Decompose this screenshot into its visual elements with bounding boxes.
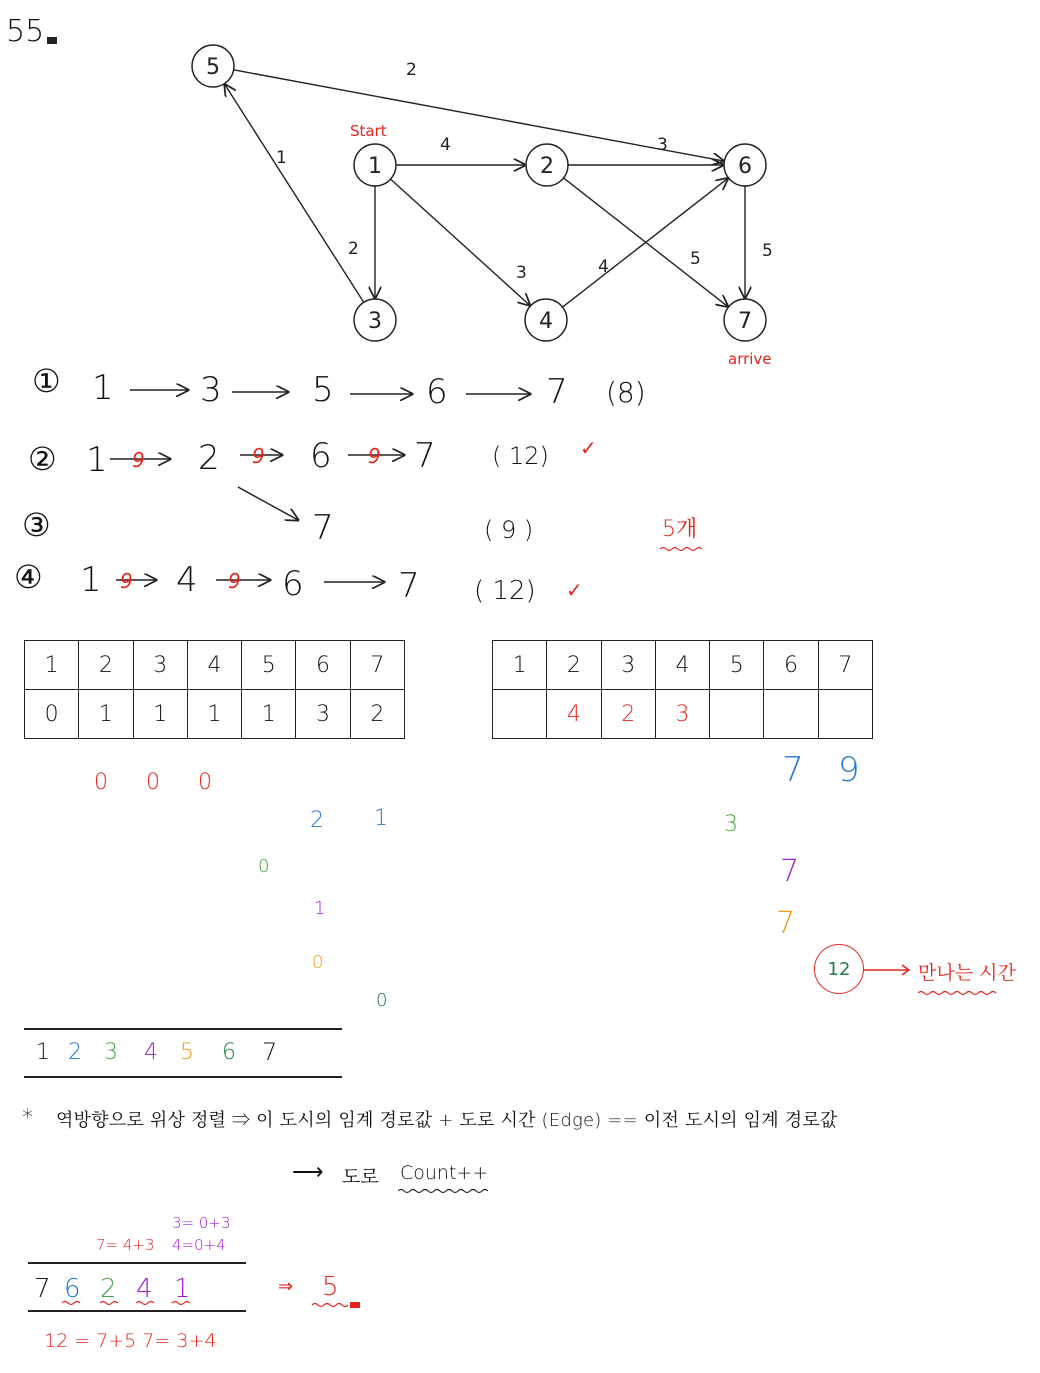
table-cell: 1 <box>187 690 241 739</box>
path3-node-1: 7 <box>312 508 334 548</box>
reverse-above-2b: 4=0+4 <box>172 1236 226 1254</box>
topo-item: 1 <box>36 1040 50 1065</box>
graph-node-label: 7 <box>738 309 752 334</box>
topo-item: 3 <box>104 1040 118 1065</box>
edge-weight-3-5: 1 <box>276 148 287 168</box>
table-cell: 1 <box>79 690 133 739</box>
strike-9-c: 9 <box>368 444 381 468</box>
graph-node-3 <box>354 299 396 341</box>
result-underline <box>312 1302 348 1308</box>
graph-node-label: 3 <box>368 309 382 334</box>
table-cell: 4 <box>547 690 601 739</box>
scratch-orange-num: 0 <box>312 952 324 973</box>
reverse-line-top <box>28 1262 246 1264</box>
explanation-line1: 역방향으로 위상 정렬 ⇒ 이 도시의 임계 경로값 + 도로 시간 (Edge) == 이전 도시의 임계 경로값 <box>56 1110 838 1131</box>
path3-note: 5개 <box>662 517 698 542</box>
topo-item: 2 <box>68 1040 82 1065</box>
path1-node-2: 3 <box>200 370 222 410</box>
note-underline <box>660 546 704 552</box>
path2-node-1: 1 <box>86 440 108 480</box>
edge-weight-4-6: 4 <box>598 257 609 277</box>
scratch-blue-num: 7 <box>782 750 804 790</box>
graph-node-7 <box>724 299 766 341</box>
path2-node-3: 6 <box>310 436 332 476</box>
scratch-purple-num: 7 <box>780 854 800 889</box>
table-cell: 2 <box>79 641 133 690</box>
reverse-above-1: 7= 4+3 <box>96 1236 155 1254</box>
scratch-orange-num: 7 <box>776 906 796 941</box>
graph-node-label: 5 <box>206 55 220 80</box>
edge-weight-6-7: 5 <box>762 241 773 261</box>
table-cell: 1 <box>25 641 79 690</box>
edge-1-4 <box>391 179 530 305</box>
path4-cost: ( 12) <box>474 576 536 606</box>
table-cell: 3 <box>601 641 655 690</box>
reverse-item: 6 <box>64 1274 81 1304</box>
scratch-dgreen-num: 0 <box>376 990 388 1011</box>
graph-diagram <box>0 0 1040 380</box>
reverse-underlines <box>62 1300 192 1306</box>
path4-node-1: 1 <box>80 560 102 600</box>
edge-3-5 <box>225 85 364 303</box>
reverse-result: 5 <box>322 1272 339 1302</box>
graph-node-label: 6 <box>738 154 752 179</box>
graph-node-5 <box>192 45 234 87</box>
topo-item: 5 <box>180 1040 194 1065</box>
path2-branch-arrow <box>238 487 298 520</box>
strike-9-b: 9 <box>252 444 265 468</box>
indegree-value-row <box>25 690 405 739</box>
edge-weight-1-2: 4 <box>440 135 451 155</box>
scratch-green-num: 3 <box>724 812 738 837</box>
path4-check: ✓ <box>566 578 583 602</box>
reverse-below: 12 = 7+5 7= 3+4 <box>44 1330 217 1352</box>
table-cell: 7 <box>350 641 404 690</box>
table-cell: 5 <box>710 641 764 690</box>
reverse-item: 4 <box>136 1274 153 1304</box>
graph-node-6 <box>724 144 766 186</box>
scratch-blue-num: 9 <box>838 750 860 790</box>
graph-node-4 <box>525 299 567 341</box>
path1-marker: ① <box>32 362 61 400</box>
path4-node-3: 6 <box>282 564 304 604</box>
topo-item: 4 <box>144 1040 158 1065</box>
time-header-row <box>493 641 873 690</box>
table-cell: 7 <box>818 641 872 690</box>
reverse-item: 7 <box>34 1274 51 1304</box>
path4-node-4: 7 <box>398 566 420 606</box>
path4-marker: ④ <box>14 558 43 596</box>
graph-node-label: 4 <box>539 309 553 334</box>
table-cell: 1 <box>493 641 547 690</box>
graph-node-1 <box>354 144 396 186</box>
arrive-label: arrive <box>728 350 772 368</box>
table-cell: 6 <box>764 641 818 690</box>
graph-node-label: 2 <box>540 154 554 179</box>
table-cell <box>710 690 764 739</box>
reverse-item: 1 <box>174 1274 191 1304</box>
path2-check: ✓ <box>580 436 597 460</box>
circled-result: 12 <box>814 944 864 994</box>
reverse-above-2a: 3= 0+3 <box>172 1214 231 1232</box>
topo-item: 7 <box>262 1038 278 1066</box>
strike-9-e: 9 <box>228 569 241 593</box>
table-cell: 3 <box>296 690 350 739</box>
edge-weight-5-6: 2 <box>406 60 417 80</box>
scratch-red-zero: 0 <box>198 770 212 795</box>
path2-node-4: 7 <box>414 436 436 476</box>
edge-weight-2-7: 5 <box>690 249 701 269</box>
graph-node-label: 1 <box>368 154 382 179</box>
path1-node-3: 5 <box>312 370 334 410</box>
edge-weight-1-4: 3 <box>516 263 527 283</box>
table-cell: 5 <box>242 641 296 690</box>
reverse-line-bottom <box>28 1310 246 1312</box>
table-cell: 6 <box>296 641 350 690</box>
path1-cost: (8) <box>606 376 646 409</box>
edge-weight-1-3: 2 <box>348 239 359 259</box>
topo-line-bottom <box>24 1076 342 1078</box>
scratch-red-zero: 0 <box>146 770 160 795</box>
result-mark <box>350 1302 360 1308</box>
topo-item: 6 <box>222 1040 236 1065</box>
scratch-blue-num: 1 <box>374 806 388 831</box>
edge-5-6 <box>234 70 724 161</box>
indegree-table <box>24 640 405 739</box>
table-cell: 3 <box>655 690 709 739</box>
page-number: 55 <box>6 14 45 49</box>
start-label: Start <box>350 122 387 140</box>
table-cell <box>764 690 818 739</box>
table-cell: 2 <box>601 690 655 739</box>
explanation-arrow: ⟶ <box>292 1160 324 1185</box>
path4-node-2: 4 <box>176 560 198 600</box>
reverse-item: 2 <box>100 1274 117 1304</box>
table-cell: 4 <box>187 641 241 690</box>
table-cell: 3 <box>133 641 187 690</box>
path2-marker: ② <box>28 440 57 478</box>
table-cell: 0 <box>25 690 79 739</box>
topo-line-top <box>24 1028 342 1030</box>
count-underline <box>398 1188 490 1194</box>
table-cell: 1 <box>133 690 187 739</box>
strike-9-a: 9 <box>132 448 145 472</box>
path1-node-5: 7 <box>546 372 568 412</box>
scratch-blue-num: 2 <box>310 808 324 833</box>
time-table <box>492 640 873 739</box>
scratch-green-num: 0 <box>258 856 270 877</box>
scratch-red-zero: 0 <box>94 770 108 795</box>
meet-time-arrow <box>864 962 914 978</box>
path3-cost: ( 9 ) <box>484 516 534 544</box>
scratch-purple-num: 1 <box>314 898 326 919</box>
table-cell <box>818 690 872 739</box>
strike-9-d: 9 <box>120 569 133 593</box>
edge-weight-2-6: 3 <box>657 135 668 155</box>
table-cell: 1 <box>242 690 296 739</box>
path2-node-2: 2 <box>198 438 220 478</box>
reverse-result-arrow: ⇒ <box>278 1276 294 1297</box>
meet-time-underline <box>918 990 1000 996</box>
path2-cost: ( 12) <box>492 442 549 470</box>
table-cell: 2 <box>350 690 404 739</box>
table-cell: 4 <box>655 641 709 690</box>
path1-node-1: 1 <box>92 368 114 408</box>
table-cell <box>493 690 547 739</box>
graph-node-2 <box>526 144 568 186</box>
path3-marker: ③ <box>22 506 51 544</box>
time-value-row <box>493 690 873 739</box>
table-cell: 2 <box>547 641 601 690</box>
explanation-star: * <box>22 1106 33 1131</box>
path1-node-4: 6 <box>426 372 448 412</box>
meet-time-label: 만나는 시간 <box>918 962 1016 984</box>
explanation-road: 도로 <box>342 1166 379 1188</box>
indegree-header-row <box>25 641 405 690</box>
explanation-count: Count++ <box>400 1162 489 1184</box>
